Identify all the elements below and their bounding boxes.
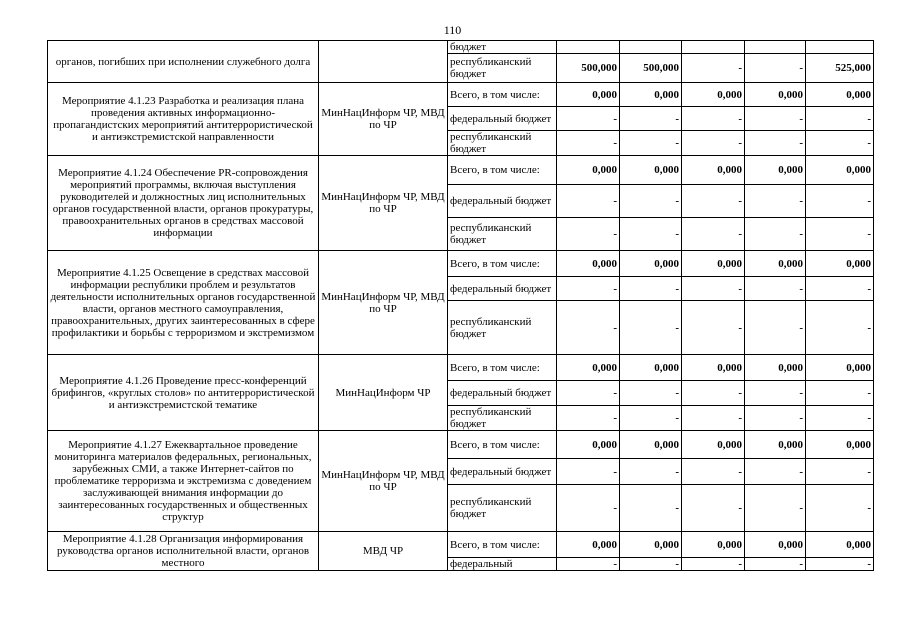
amount-cell: -	[682, 558, 745, 571]
funding-source-cell: Всего, в том числе:	[448, 431, 557, 459]
amount-cell: -	[745, 459, 806, 485]
table-row	[48, 532, 874, 558]
amount-cell: 0,000	[806, 431, 874, 459]
amount-cell: 0,000	[806, 355, 874, 381]
amount-cell: 0,000	[806, 251, 874, 277]
amount-cell: 0,000	[806, 532, 874, 558]
funding-source-cell: Всего, в том числе:	[448, 251, 557, 277]
amount-cell: 0,000	[682, 156, 745, 185]
amount-cell: 0,000	[682, 431, 745, 459]
amount-cell: -	[745, 131, 806, 156]
table-row	[48, 156, 874, 185]
funding-source-cell: республиканский бюджет	[448, 131, 557, 156]
amount-cell: -	[745, 277, 806, 301]
funding-source-cell: Всего, в том числе:	[448, 83, 557, 107]
executor-cell: МинНацИнформ ЧР, МВД по ЧР	[319, 431, 448, 532]
amount-cell: -	[620, 301, 682, 355]
amount-cell: -	[806, 381, 874, 406]
amount-cell: -	[806, 218, 874, 251]
amount-cell: -	[745, 54, 806, 83]
amount-cell: -	[806, 277, 874, 301]
amount-cell: -	[806, 406, 874, 431]
amount-cell: 0,000	[620, 532, 682, 558]
funding-source-cell: республиканский бюджет	[448, 54, 557, 83]
table-row	[48, 41, 874, 54]
activity-description: органов, погибших при исполнении служебного долга	[48, 41, 319, 83]
amount-cell	[745, 41, 806, 54]
amount-cell: -	[745, 558, 806, 571]
amount-cell: 0,000	[620, 251, 682, 277]
amount-cell: -	[620, 218, 682, 251]
amount-cell: -	[620, 485, 682, 532]
funding-source-cell: федеральный бюджет	[448, 277, 557, 301]
executor-cell: МинНацИнформ ЧР	[319, 355, 448, 431]
amount-cell: -	[557, 218, 620, 251]
amount-cell: -	[557, 558, 620, 571]
amount-cell: 0,000	[620, 355, 682, 381]
executor-cell: МинНацИнформ ЧР, МВД по ЧР	[319, 83, 448, 156]
budget-table-body	[48, 41, 874, 571]
amount-cell: 0,000	[620, 83, 682, 107]
amount-cell	[620, 41, 682, 54]
amount-cell: -	[620, 107, 682, 131]
amount-cell: 0,000	[745, 156, 806, 185]
funding-source-cell: федеральный бюджет	[448, 381, 557, 406]
amount-cell: -	[557, 459, 620, 485]
amount-cell: -	[682, 459, 745, 485]
funding-source-cell: федеральный бюджет	[448, 107, 557, 131]
amount-cell: -	[682, 381, 745, 406]
activity-description: Мероприятие 4.1.25 Освещение в средствах массовой информации республики проблем и результатов деятельности исполнительных органов государственной власти, органов местного самоуправления, правоохранительных, других заинтересованных в сфере профилактики и борьбы с терроризмом и экстремизмом	[48, 251, 319, 355]
amount-cell: -	[557, 406, 620, 431]
amount-cell: -	[682, 107, 745, 131]
amount-cell: -	[557, 277, 620, 301]
amount-cell: -	[682, 301, 745, 355]
amount-cell: 0,000	[557, 83, 620, 107]
funding-source-cell: федеральный бюджет	[448, 459, 557, 485]
executor-cell: МВД ЧР	[319, 532, 448, 571]
amount-cell: -	[682, 485, 745, 532]
amount-cell: 0,000	[557, 532, 620, 558]
amount-cell: 0,000	[557, 156, 620, 185]
amount-cell: -	[620, 381, 682, 406]
activity-description: Мероприятие 4.1.26 Проведение пресс-конференций брифингов, «круглых столов» по антитеррористической и антиэкстремистской тематике	[48, 355, 319, 431]
amount-cell: -	[745, 381, 806, 406]
amount-cell	[557, 41, 620, 54]
table-row	[48, 355, 874, 381]
funding-source-cell: Всего, в том числе:	[448, 156, 557, 185]
amount-cell: 0,000	[806, 156, 874, 185]
amount-cell: -	[806, 459, 874, 485]
funding-source-cell: бюджет	[448, 41, 557, 54]
executor-cell: МинНацИнформ ЧР, МВД по ЧР	[319, 156, 448, 251]
amount-cell: -	[557, 301, 620, 355]
amount-cell: -	[806, 558, 874, 571]
amount-cell: -	[806, 485, 874, 532]
funding-source-cell: Всего, в том числе:	[448, 355, 557, 381]
amount-cell: 0,000	[620, 431, 682, 459]
amount-cell: 0,000	[557, 251, 620, 277]
budget-table	[47, 40, 874, 571]
amount-cell: -	[557, 381, 620, 406]
amount-cell: 0,000	[745, 355, 806, 381]
amount-cell: -	[745, 485, 806, 532]
amount-cell: -	[620, 459, 682, 485]
amount-cell: 0,000	[745, 532, 806, 558]
amount-cell: 0,000	[682, 355, 745, 381]
amount-cell: -	[745, 107, 806, 131]
amount-cell: -	[745, 301, 806, 355]
funding-source-cell: республиканский бюджет	[448, 218, 557, 251]
amount-cell: 500,000	[557, 54, 620, 83]
amount-cell: -	[806, 301, 874, 355]
amount-cell: -	[620, 277, 682, 301]
amount-cell: 0,000	[682, 532, 745, 558]
amount-cell: -	[620, 131, 682, 156]
amount-cell: -	[557, 185, 620, 218]
amount-cell: 0,000	[682, 251, 745, 277]
amount-cell: -	[620, 558, 682, 571]
amount-cell: 0,000	[745, 83, 806, 107]
funding-source-cell: республиканский бюджет	[448, 301, 557, 355]
amount-cell: 525,000	[806, 54, 874, 83]
table-row	[48, 431, 874, 459]
amount-cell: 0,000	[620, 156, 682, 185]
amount-cell: -	[682, 54, 745, 83]
amount-cell: -	[557, 485, 620, 532]
amount-cell: -	[806, 107, 874, 131]
amount-cell: -	[806, 185, 874, 218]
amount-cell: -	[745, 406, 806, 431]
amount-cell: 0,000	[557, 431, 620, 459]
amount-cell: -	[620, 185, 682, 218]
amount-cell: -	[745, 218, 806, 251]
activity-description: Мероприятие 4.1.28 Организация информирования руководства органов исполнительной власти, органов местного	[48, 532, 319, 571]
activity-description: Мероприятие 4.1.27 Ежеквартальное проведение мониторинга материалов федеральных, региональных, зарубежных СМИ, а также Интернет-сайтов по проблематике терроризма и экстремизма с доведением заслуживающей внимания информации до заинтересованных государственных и общественных структур	[48, 431, 319, 532]
amount-cell: -	[682, 406, 745, 431]
amount-cell: 0,000	[806, 83, 874, 107]
funding-source-cell: республиканский бюджет	[448, 485, 557, 532]
executor-cell	[319, 41, 448, 83]
amount-cell: -	[557, 107, 620, 131]
amount-cell	[806, 41, 874, 54]
amount-cell: 0,000	[682, 83, 745, 107]
amount-cell	[682, 41, 745, 54]
amount-cell: -	[557, 131, 620, 156]
activity-description: Мероприятие 4.1.23 Разработка и реализация плана проведения активных информационно-пропагандистских мероприятий антитеррористической и антиэкстремистской направленности	[48, 83, 319, 156]
page-number: 110	[443, 23, 462, 37]
funding-source-cell: республиканский бюджет	[448, 406, 557, 431]
amount-cell: -	[682, 277, 745, 301]
amount-cell: 0,000	[745, 431, 806, 459]
table-row	[48, 251, 874, 277]
amount-cell: -	[682, 185, 745, 218]
amount-cell: 500,000	[620, 54, 682, 83]
amount-cell: -	[806, 131, 874, 156]
funding-source-cell: федеральный	[448, 558, 557, 571]
funding-source-cell: федеральный бюджет	[448, 185, 557, 218]
amount-cell: -	[745, 185, 806, 218]
amount-cell: -	[620, 406, 682, 431]
amount-cell: -	[682, 218, 745, 251]
executor-cell: МинНацИнформ ЧР, МВД по ЧР	[319, 251, 448, 355]
funding-source-cell: Всего, в том числе:	[448, 532, 557, 558]
amount-cell: 0,000	[745, 251, 806, 277]
table-row	[48, 83, 874, 107]
activity-description: Мероприятие 4.1.24 Обеспечение PR-сопровождения мероприятий программы, включая выступления руководителей и должностных лиц исполнительных органов государственной власти, органов прокуратуры, правоохранительных органов в средствах массовой информации	[48, 156, 319, 251]
amount-cell: 0,000	[557, 355, 620, 381]
amount-cell: -	[682, 131, 745, 156]
